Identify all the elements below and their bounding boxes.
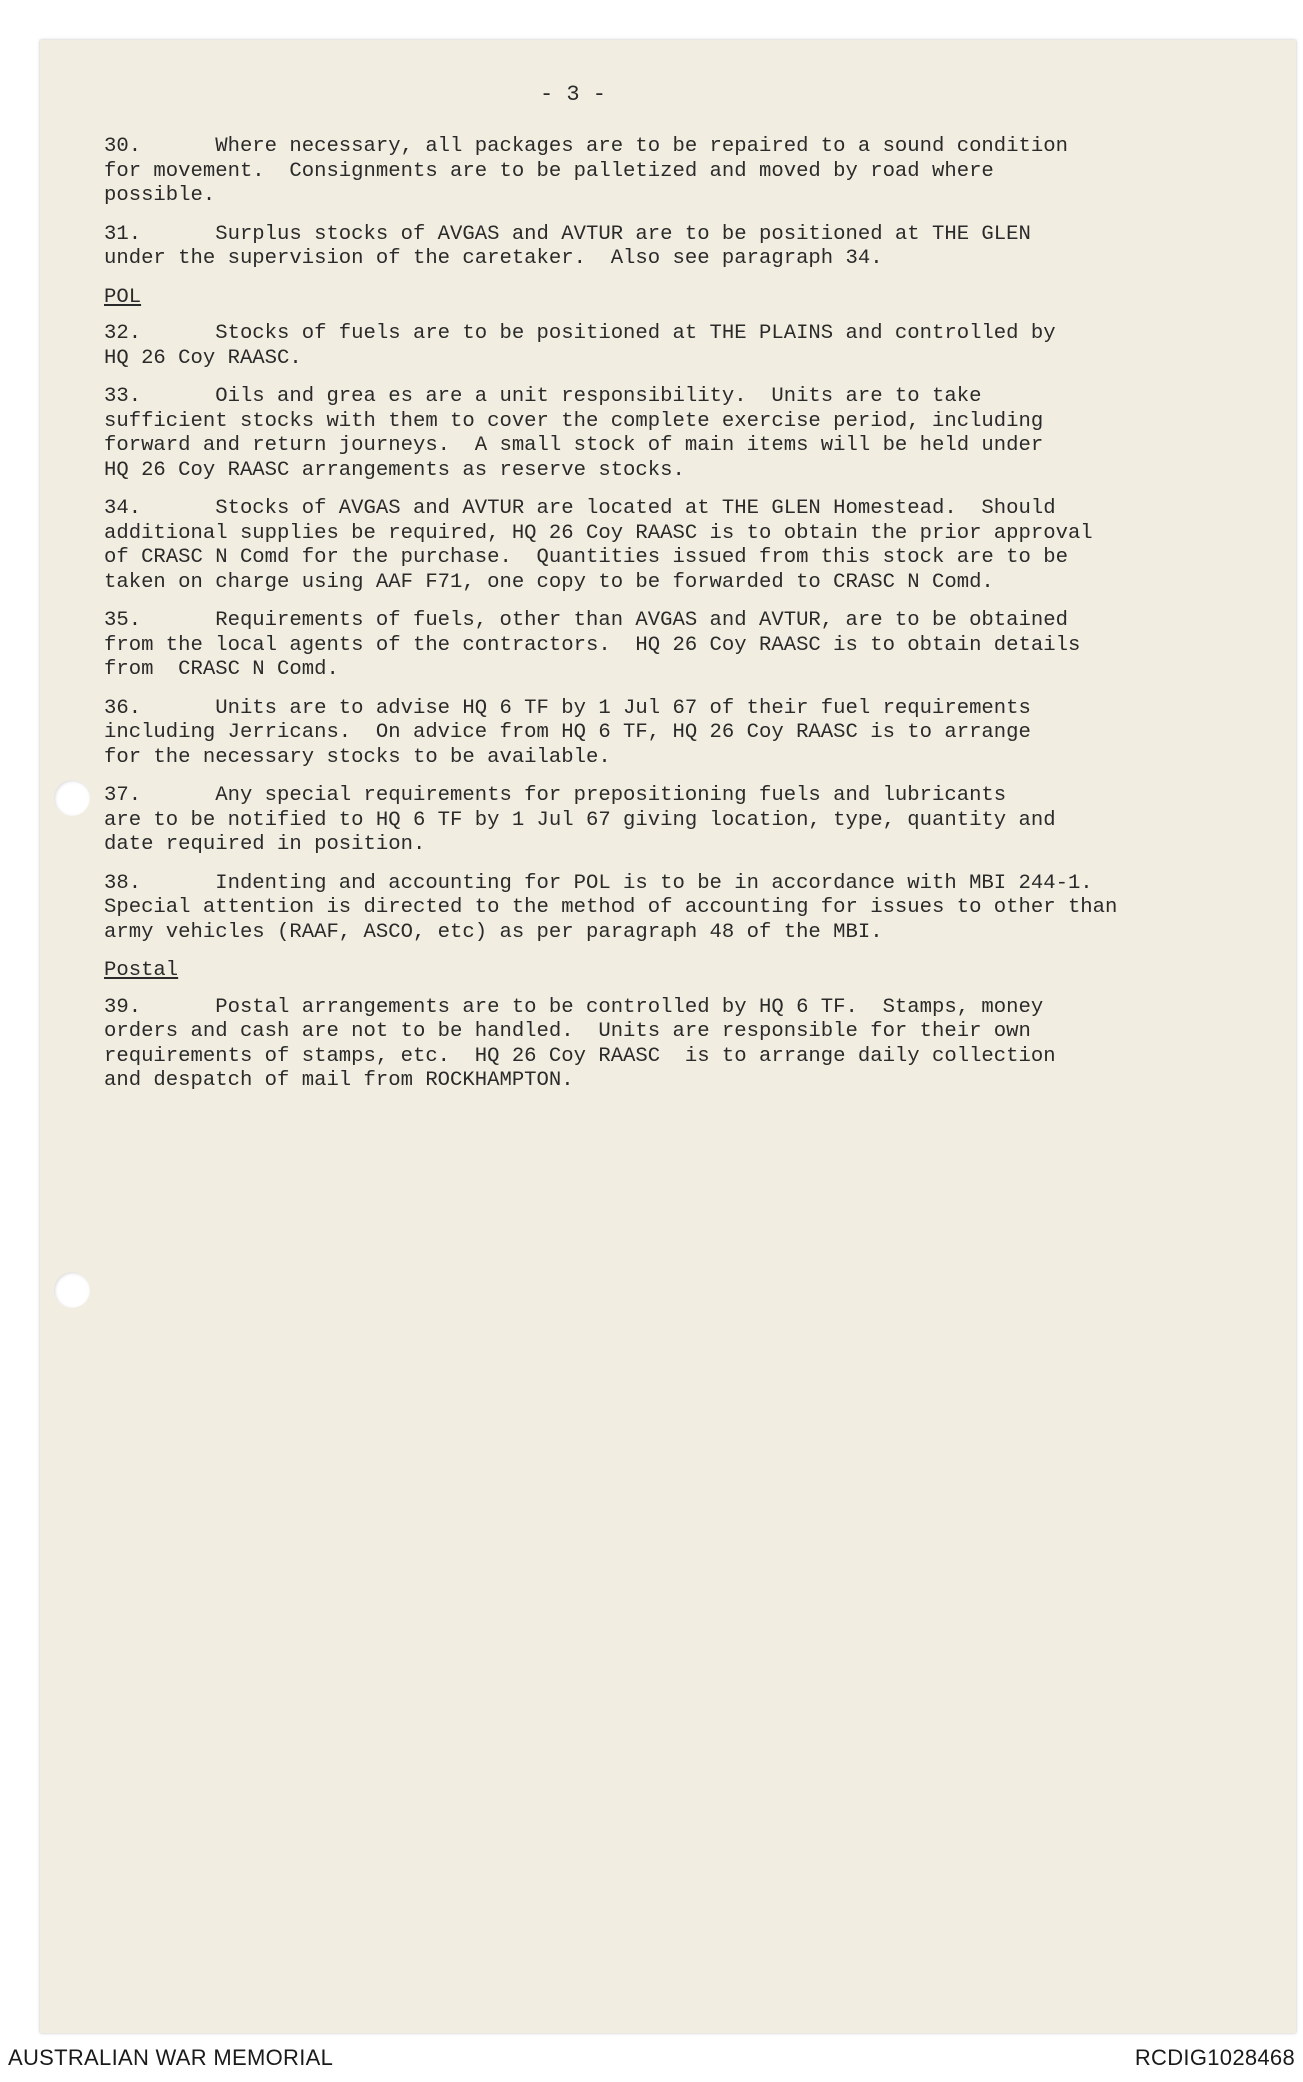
punch-hole-lower: [54, 1272, 90, 1308]
section-heading: POL: [104, 285, 142, 309]
paragraph: 36. Units are to advise HQ 6 TF by 1 Jul 67 of their fuel requirements including Jerricans. On advice from HQ 6 TF, HQ 26 Coy RAASC is to arrange for the necessary stocks to be available.: [104, 696, 1031, 769]
paragraph: 39. Postal arrangements are to be controlled by HQ 6 TF. Stamps, money orders and cash are not to be handled. Units are responsible for their own requirements of stamps, etc. HQ 26 Coy RAASC is to arrange daily collection and despatch of mail from ROCKHAMPTON.: [104, 995, 1056, 1092]
paragraph: 34. Stocks of AVGAS and AVTUR are located at THE GLEN Homestead. Should additional supplies be required, HQ 26 Coy RAASC is to obtain the prior approval of CRASC N Comd for the purchase. Quantities issued from this stock are to be taken on charge using AAF F71, one copy to be forwarded to CRASC N Comd.: [104, 497, 1093, 594]
footer-archive-name: AUSTRALIAN WAR MEMORIAL: [8, 2045, 334, 2070]
paragraph: 33. Oils and grea es are a unit responsibility. Units are to take sufficient stocks with them to cover the complete exercise period, including forward and return journeys. A small stock of main items will be held under HQ 26 Coy RAASC arrangements as reserve stocks.: [104, 385, 1044, 482]
paragraph: 30. Where necessary, all packages are to be repaired to a sound condition for movement. Consignments are to be palletized and moved by road where possible.: [104, 135, 1068, 207]
page-number: - 3 -: [540, 82, 607, 107]
paragraph: 38. Indenting and accounting for POL is to be in accordance with MBI 244-1. Special attention is directed to the method of accounting for issues to other than army vehicles (RAAF, ASCO, etc) as per paragraph 48 of the MBI.: [104, 871, 1118, 944]
paragraph: 32. Stocks of fuels are to be positioned at THE PLAINS and controlled by HQ 26 Coy RAASC.: [104, 322, 1056, 370]
punch-hole-upper: [54, 780, 90, 816]
paragraph: 35. Requirements of fuels, other than AVGAS and AVTUR, are to be obtained from the local agents of the contractors. HQ 26 Coy RAASC is to obtain details from CRASC N Comd.: [104, 609, 1081, 681]
section-heading: Postal: [104, 959, 179, 982]
footer-record-id: RCDIG1028468: [1134, 2045, 1295, 2070]
document-body: [104, 135, 1224, 1108]
paragraph: 37. Any special requirements for prepositioning fuels and lubricants are to be notified to HQ 6 TF by 1 Jul 67 giving location, type, quantity and date required in position.: [104, 784, 1056, 856]
paragraph: 31. Surplus stocks of AVGAS and AVTUR are to be positioned at THE GLEN under the supervision of the caretaker. Also see paragraph 34.: [104, 222, 1031, 270]
